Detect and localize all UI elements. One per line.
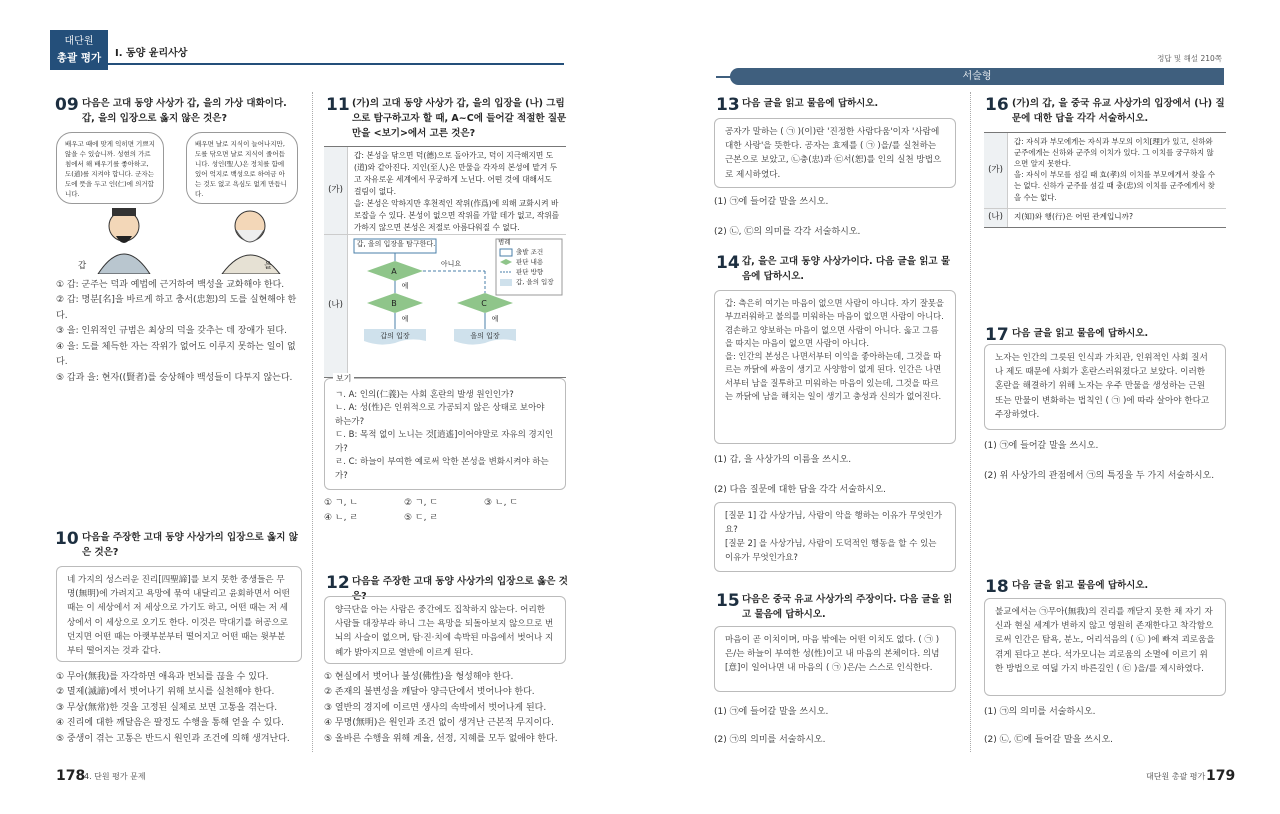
- source-table: [984, 132, 1226, 228]
- sub-question: (2) 다음 질문에 대한 답을 각각 서술하시오.: [714, 485, 886, 495]
- table-row: [984, 209, 1226, 227]
- question-text: 다음은 중국 유교 사상가의 주장이다. 다음 글을 읽고 물음에 답하시오.: [742, 594, 953, 621]
- legend-item: 갑, 을의 입장: [516, 278, 554, 286]
- sub-question: (2) ㉠의 의미를 서술하시오.: [714, 735, 826, 745]
- choice-2[interactable]: ② 멸제(滅諦)에서 벗어나기 위해 보시를 실천해야 한다.: [56, 687, 275, 698]
- legend-item: 판단 내용: [516, 258, 544, 266]
- question-text: 다음 글을 읽고 물음에 답하시오.: [1012, 580, 1149, 591]
- question-text: 다음 글을 읽고 물음에 답하시오.: [742, 98, 879, 109]
- question-number: 10: [55, 529, 79, 549]
- node-c: C: [481, 299, 487, 308]
- choice-4[interactable]: ④ 무명(無明)은 원인과 조건 없이 생겨난 근본적 무지이다.: [324, 718, 554, 729]
- speech-bubble-b: 배우면 날로 지식이 늘어나지만, 도를 닦으면 날로 지식이 줄어듭니다. 성인(聖人)은 정치를 함에 있어 억지로 백성으로 하여금 아는 것도 없고 욕심도 없게 만듭니다.: [186, 132, 298, 204]
- choice-5[interactable]: ⑤ 올바른 수행을 위해 계율, 선정, 지혜를 모두 없애야 한다.: [324, 733, 558, 744]
- sub-question: (1) ㉠에 들어갈 말을 쓰시오.: [984, 441, 1099, 451]
- legend-title: 범례: [498, 238, 511, 246]
- flowchart: [348, 235, 566, 377]
- node-a: A: [391, 267, 397, 276]
- row-label: (가): [984, 133, 1008, 208]
- choice-2[interactable]: ② ㄱ, ㄷ: [404, 498, 439, 508]
- row-label: (나): [324, 235, 348, 377]
- question-text: 다음 글을 읽고 물음에 답하시오.: [1012, 328, 1149, 339]
- row-label: (가): [324, 147, 348, 234]
- source-table: [324, 146, 566, 378]
- question-text: 다음을 주장한 고대 동양 사상가의 입장으로 옳은 것은?: [352, 576, 568, 603]
- choice-1[interactable]: ① 현실에서 벗어나 불성(佛性)을 형성해야 한다.: [324, 672, 514, 682]
- passage-box: 노자는 인간의 그릇된 인식과 가치관, 인위적인 사회 질서나 제도 때문에 사회가 혼란스러워졌다고 보았다. 이러한 혼란을 해결하기 위해 노자는 우주 만물을 생성하는 근원 또는 만물이 변화하는 법칙인 ( ㉠ )에 따라 살아야 한다고 주장하였다.: [984, 344, 1226, 430]
- question-text: (가)의 고대 동양 사상가 갑, 을의 입장을 (나) 그림으로 탐구하고자 할 때, A~C에 들어갈 적절한 질문만을 <보기>에서 고른 것은?: [352, 98, 567, 140]
- yes-label: 예: [401, 282, 409, 290]
- question-number: 13: [716, 95, 740, 115]
- choice-5[interactable]: ⑤ ㄷ, ㄹ: [404, 513, 439, 524]
- question-number: 17: [985, 325, 1009, 345]
- sub-question: (2) ㉡, ㉢에 들어갈 말을 쓰시오.: [984, 735, 1114, 745]
- answer-reference: 정답 및 해설 210쪽: [1157, 54, 1222, 63]
- choice-2[interactable]: ② 갑: 명분[名]을 바르게 하고 충서(忠恕)의 도를 실현해야 한다.: [56, 295, 297, 321]
- bogi-item: ㄱ. A: 인의(仁義)는 사회 혼란의 발생 원인인가?: [335, 390, 514, 400]
- bogi-item: ㄹ. C: 하늘이 부여한 예로써 악한 본성을 변화시켜야 하는가?: [335, 457, 549, 481]
- passage-box: 불교에서는 ㉠무아(無我)의 진리를 깨닫지 못한 채 자기 자신과 현실 세계가 변하지 않고 영원히 존재한다고 착각함으로써 인간은 탐욕, 분노, 어리석음의 ( ㉡ )에 빠져 괴로움을 겪게 된다고 본다. 석가모니는 괴로움의 소멸에 이르기 위한 방법으로 여덟 가지 바른길인 ( ㉢ )을/를 제시하였다.: [984, 598, 1226, 696]
- passage-box: 마음이 곧 이치이며, 마음 밖에는 어떤 이치도 없다. ( ㉠ )은/는 하늘이 부여한 성(性)이고 내 마음의 본체이다. 의념[意]이 일어나면 내 마음의 ( ㉠ )은/는 스스로 인식한다.: [714, 626, 956, 692]
- question-number: 09: [55, 95, 79, 115]
- column-divider: [312, 92, 313, 752]
- passage-box: 네 가지의 성스러운 진리[四聖諦]를 보지 못한 중생들은 무명(無明)에 가려지고 욕망에 묶여 내달리고 윤회하면서 어떤 때는 이 세상에서 저 세상으로 가기도 하고, 어떤 때는 저 세상에서 이 세상으로 오기도 한다. 이것은 막대기를 허공으로 던지면 어떤 때는 아랫부분부터 떨어지고 어떤 때는 윗부분부터 떨어지는 것과 같다.: [56, 566, 302, 662]
- row-content: 지(知)와 행(行)은 어떤 관계입니까?: [1014, 212, 1133, 221]
- sage-b-illustration: [206, 204, 296, 274]
- question-number: 14: [716, 253, 740, 273]
- row-content: 갑: 자식과 부모에게는 자식과 부모의 이치[理]가 있고, 신하와 군주에게는 신하와 군주의 이치가 있다. 그 이치를 궁구하지 않으면 알지 못한다. 을: 자식이 부모를 섬길 때 효(孝)의 이치를 부모에게서 찾을 수는 없다. 신하가 군주를 섬길 때 충(忠)의 이치를 군주에게서 찾을 수는 없다.: [1014, 137, 1215, 202]
- table-row: [324, 147, 566, 235]
- bogi-item: ㄷ. B: 목적 없이 노니는 것[逍遙]이어야말로 자유의 경지인가?: [335, 430, 554, 454]
- question-number: 11: [326, 95, 350, 115]
- sub-question: (2) 위 사상가의 관점에서 ㉠의 특징을 두 가지 서술하시오.: [984, 471, 1215, 481]
- question-number: 18: [985, 577, 1009, 597]
- footer-text-left: 4. 단원 평가 문제: [84, 772, 146, 781]
- speech-bubble-a: 배우고 때에 맞게 익히면 기쁘지 않을 수 있습니까. 성현의 가르침에서 해 배우기를 좋아하고, 도(道)를 지켜야 합니다. 군자는 도에 뜻을 두고 인(仁)에 의거합니다.: [56, 132, 164, 204]
- bogi-item: ㄴ. A: 성(性)은 인위적으로 가공되지 않은 상태로 보아야 하는가?: [335, 403, 545, 427]
- choice-4[interactable]: ④ 진리에 대한 깨달음은 팔정도 수행을 통해 얻을 수 있다.: [56, 718, 284, 729]
- flow-start: 갑, 을의 입장을 탐구한다.: [356, 240, 436, 248]
- row-label: (나): [984, 209, 1008, 227]
- choice-list: [56, 278, 304, 386]
- unit-tab-line2: 총괄 평가: [56, 52, 102, 64]
- choice-2[interactable]: ② 존재의 불변성을 깨달아 양극단에서 벗어나야 한다.: [324, 687, 535, 698]
- bogi-box: [324, 374, 566, 490]
- column-divider: [970, 92, 971, 752]
- question-text: 다음은 고대 동양 사상가 갑, 을의 가상 대화이다. 갑, 을의 입장으로 옳지 않은 것은?: [82, 98, 287, 125]
- choice-4[interactable]: ④ 을: 도를 체득한 자는 작위가 없어도 이루지 못하는 일이 없다.: [56, 341, 296, 368]
- yes-label: 예: [491, 315, 499, 323]
- passage-box: 갑: 측은히 여기는 마음이 없으면 사람이 아니다. 자기 잘못을 부끄러워하고 불의를 미워하는 마음이 없으면 사람이 아니다. 겸손하고 양보하는 마음이 없으면 사람이 아니다. 옳고 그름을 따지는 마음이 없으면 사람이 아니다. 을: 인간의 본성은 나면서부터 이익을 좋아하는데, 그것을 따르는 까닭에 싸움이 생기고 사양함이 없게 된다. 인간은 나면서부터 남을 질투하고 미워하는 마음이 있는데, 그것을 따르는 까닭에 남을 해치는 일이 생기고 충성과 신의가 없어진다.: [714, 290, 956, 444]
- question-text: (가)의 갑, 을 중국 유교 사상가의 입장에서 (나) 질문에 대한 답을 각각 서술하시오.: [1012, 98, 1225, 125]
- choice-3[interactable]: ③ 무상(無常)한 것을 고정된 실체로 보면 고통을 겪는다.: [56, 702, 278, 713]
- interview-question: [질문 2] 을 사상가님, 사람이 도덕적인 행동을 할 수 있는 이유가 무엇인가요?: [725, 539, 937, 564]
- footer-text-right: 대단원 총괄 평가: [1146, 772, 1206, 781]
- sub-question: (1) ㉠의 의미를 서술하시오.: [984, 707, 1096, 717]
- page-number-right: 179: [1206, 768, 1236, 784]
- question-number: 12: [326, 573, 350, 593]
- choice-list: [324, 670, 572, 747]
- question-number: 15: [716, 591, 740, 611]
- choice-3[interactable]: ③ ㄴ, ㄷ: [484, 498, 519, 508]
- row-content: 갑: 본성을 닦으면 덕(德)으로 돌아가고, 덕이 지극해지면 도(道)와 같아진다. 지인(至人)은 만물을 각자의 본성에 맡겨 두고 자유로운 세계에서 무궁하게 노닌다. 어떤 것에 대해서도 걸림이 없다. 을: 본성은 악하지만 후천적인 작위(作爲)에 의해 교화시켜 바로잡을 수 있다. 본성이 없으면 작위를 가할 데가 없고, 작위를 가하지 않으면 본성은 저절로 아름다워질 수 없다.: [354, 151, 560, 232]
- end-b: 을의 입장: [470, 332, 500, 340]
- choice-list: [324, 496, 568, 527]
- interview-question: [질문 1] 갑 사상가님, 사람이 악을 행하는 이유가 무엇인가요?: [725, 511, 943, 536]
- legend-item: 출발 조건: [516, 248, 544, 256]
- sub-question: (1) ㉠에 들어갈 말을 쓰시오.: [714, 707, 829, 717]
- table-row: [984, 133, 1226, 209]
- choice-1[interactable]: ① 무아(無我)를 자각하면 애욕과 번뇌를 끊을 수 있다.: [56, 672, 269, 682]
- sub-question: (1) 갑, 을 사상가의 이름을 쓰시오.: [714, 455, 852, 465]
- question-box: [714, 502, 956, 572]
- node-b: B: [391, 299, 397, 308]
- yes-label: 예: [401, 315, 409, 323]
- choice-3[interactable]: ③ 열반의 경지에 이르면 생사의 속박에서 벗어나게 된다.: [324, 702, 547, 713]
- choice-list: [56, 670, 304, 747]
- legend-item: 판단 방향: [516, 268, 544, 276]
- header-rule: [108, 63, 564, 65]
- sage-a-illustration: [78, 204, 168, 274]
- choice-5[interactable]: ⑤ 중생이 겪는 고통은 반드시 원인과 조건에 의해 생겨난다.: [56, 733, 290, 744]
- choice-1[interactable]: ① ㄱ, ㄴ: [324, 498, 359, 508]
- passage-box: 공자가 말하는 ( ㉠ )(이)란 '진정한 사람다움'이자 '사람에 대한 사랑'을 뜻한다. 공자는 효제를 ( ㉠ )을/를 실천하는 근본으로 보았고, ㉡충(忠)과 ㉢서(恕)를 인의 실천 방법으로 제시하였다.: [714, 118, 956, 188]
- question-number: 16: [985, 95, 1009, 115]
- passage-box: 양극단을 아는 사람은 중간에도 집착하지 않는다. 어리한 사람들 대장부라 하니 그는 욕망을 되돌아보지 않으므로 번뇌의 사슬이 없으며, 탐·진·치에 속박된 마음에서 벗어나 지혜가 밝아지므로 열반에 이르게 된다.: [324, 596, 566, 664]
- unit-tab: [50, 30, 108, 70]
- label-a: 갑: [78, 261, 87, 271]
- sub-question: (1) ㉠에 들어갈 말을 쓰시오.: [714, 197, 829, 207]
- table-row: [324, 235, 566, 377]
- page-number-left: 178: [56, 768, 86, 784]
- sub-question: (2) ㉡, ㉢의 의미를 각각 서술하시오.: [714, 227, 861, 237]
- choice-4[interactable]: ④ ㄴ, ㄹ: [324, 513, 359, 524]
- label-b: 을: [264, 261, 273, 271]
- end-a: 갑의 입장: [380, 332, 410, 340]
- bogi-title: 보기: [333, 373, 354, 386]
- no-label: 아니요: [440, 260, 462, 268]
- choice-3[interactable]: ③ 을: 인위적인 규범은 최상의 덕을 갖추는 데 장애가 된다.: [56, 326, 287, 337]
- choice-1[interactable]: ① 갑: 군주는 덕과 예법에 근거하여 백성을 교화해야 한다.: [56, 280, 285, 290]
- dialogue-figure: [56, 132, 300, 274]
- question-text: 다음을 주장한 고대 동양 사상가의 입장으로 옳지 않은 것은?: [82, 532, 298, 559]
- question-text: 갑, 을은 고대 동양 사상가이다. 다음 글을 읽고 물음에 답하시오.: [742, 256, 951, 283]
- section-banner: 서술형: [730, 68, 1224, 85]
- chapter-title: Ⅰ. 동양 윤리사상: [115, 48, 188, 59]
- unit-tab-line1: 대단원: [64, 36, 94, 47]
- choice-5[interactable]: ⑤ 갑과 을: 현자((賢者)를 숭상해야 백성들이 다투지 않는다.: [56, 372, 293, 383]
